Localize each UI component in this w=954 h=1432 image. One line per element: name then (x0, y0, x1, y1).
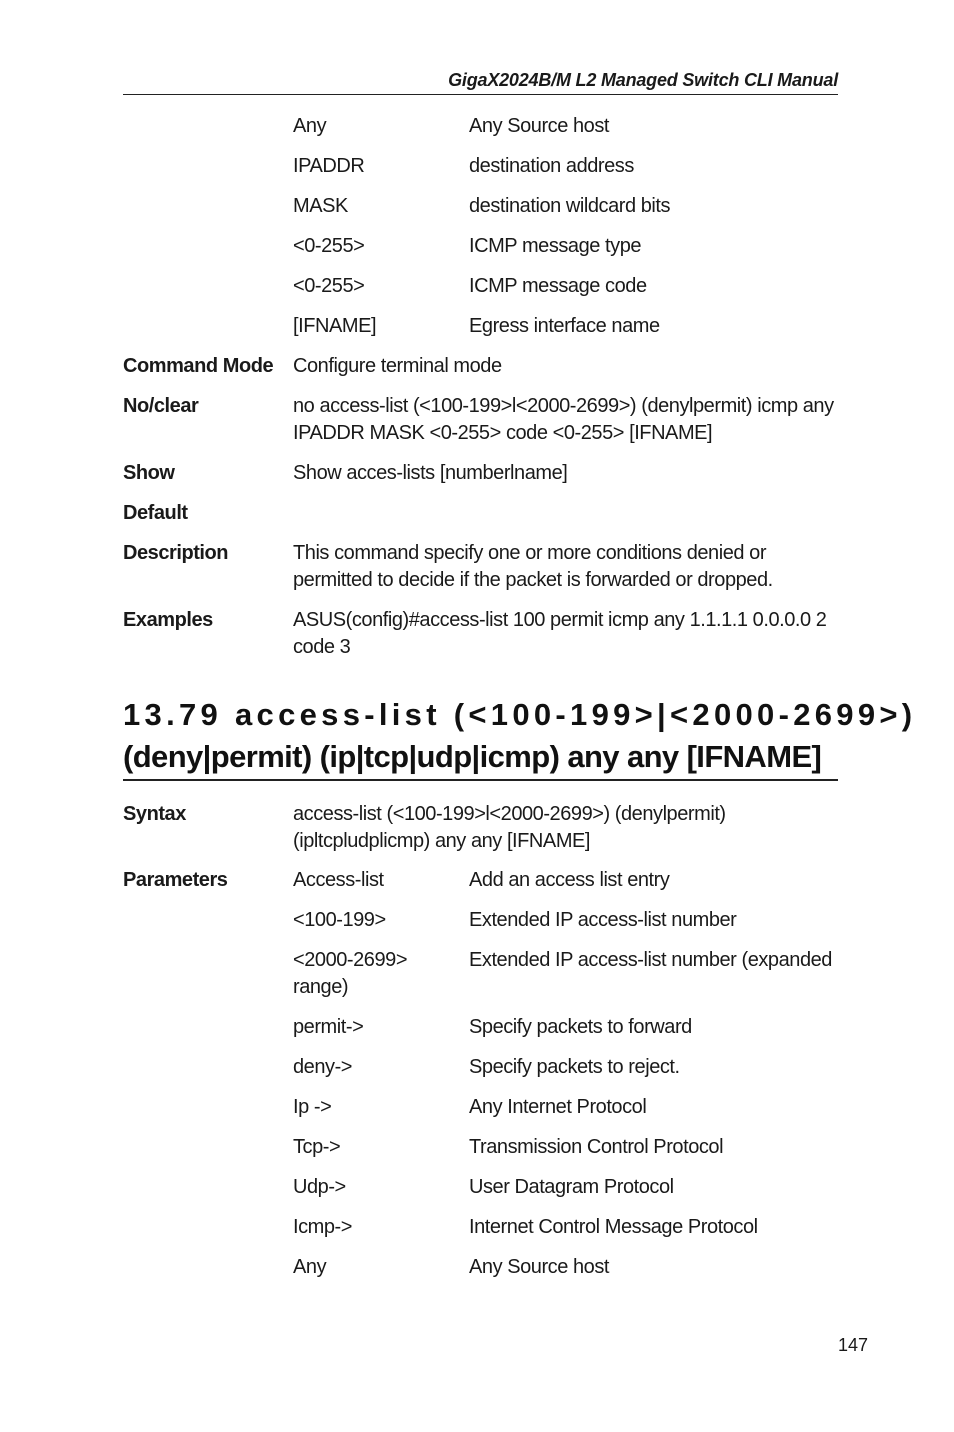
param-name: Access-list (293, 869, 384, 891)
param-desc: Extended IP access-list number (expanded (469, 949, 832, 971)
syntax-line1: access-list (<100-199>l<2000-2699>) (denylpermit) (293, 803, 726, 825)
param-name: <100-199> (293, 909, 386, 931)
noclear-label: No/clear (123, 395, 199, 417)
param-name: Any (293, 115, 327, 137)
param-name: Any (293, 1256, 327, 1278)
show-value: Show acces-lists [numberlname] (293, 462, 568, 484)
param-desc: Extended IP access-list number (469, 909, 737, 931)
param-name: MASK (293, 195, 348, 217)
param-name: [IFNAME] (293, 315, 377, 337)
description-line2: permitted to decide if the packet is forwarded or dropped. (293, 569, 773, 591)
param-name: deny-> (293, 1056, 353, 1078)
examples-line2: code 3 (293, 636, 351, 658)
param-desc: destination wildcard bits (469, 195, 671, 217)
section-heading-line1: 13.79 access-list (<100-199>|<2000-2699>) (123, 697, 917, 732)
section-heading (123, 694, 917, 778)
description-line1: This command specify one or more conditions denied or (293, 542, 767, 564)
param-name: Ip -> (293, 1096, 332, 1118)
param-desc: Add an access list entry (469, 869, 670, 891)
running-header: GigaX2024B/M L2 Managed Switch CLI Manual (448, 70, 838, 90)
param-desc: destination address (469, 155, 634, 177)
param-desc: ICMP message type (469, 235, 642, 257)
param-name: permit-> (293, 1016, 364, 1038)
param-name: IPADDR (293, 155, 365, 177)
examples-label: Examples (123, 609, 213, 631)
show-label: Show (123, 462, 175, 484)
header-rule (123, 94, 838, 95)
param-desc: Any Source host (469, 115, 609, 137)
param-desc: Transmission Control Protocol (469, 1136, 724, 1158)
param-name: <0-255> (293, 275, 365, 297)
page-number: 147 (837, 1335, 868, 1355)
param-desc: User Datagram Protocol (469, 1176, 674, 1198)
param-desc: ICMP message code (469, 275, 647, 297)
section-rule (123, 779, 838, 781)
default-label: Default (123, 502, 188, 524)
param-name: Udp-> (293, 1176, 346, 1198)
syntax-label: Syntax (123, 803, 186, 825)
param-name: <2000-2699> (293, 949, 408, 971)
param-name: Tcp-> (293, 1136, 341, 1158)
command-mode-value: Configure terminal mode (293, 355, 502, 377)
syntax-line2: (ipltcpludplicmp) any any [IFNAME] (293, 830, 591, 852)
parameters-label: Parameters (123, 869, 228, 891)
param-desc: Any Internet Protocol (469, 1096, 647, 1118)
noclear-line1: no access-list (<100-199>l<2000-2699>) (denylpermit) icmp any (293, 395, 834, 417)
param-desc: Specify packets to reject. (469, 1056, 680, 1078)
section-heading-line2: (deny|permit) (ip|tcp|udp|icmp) any any [IFNAME] (123, 739, 822, 774)
description-label: Description (123, 542, 229, 564)
param-desc: Specify packets to forward (469, 1016, 692, 1038)
param-name: Icmp-> (293, 1216, 352, 1238)
examples-line1: ASUS(config)#access-list 100 permit icmp any 1.1.1.1 0.0.0.0 2 (293, 609, 827, 631)
param-desc: Egress interface name (469, 315, 660, 337)
noclear-line2: IPADDR MASK <0-255> code <0-255> [IFNAME] (293, 422, 713, 444)
param-desc: Any Source host (469, 1256, 609, 1278)
param-desc-continuation: range) (293, 976, 349, 998)
param-name: <0-255> (293, 235, 365, 257)
param-desc: Internet Control Message Protocol (469, 1216, 758, 1238)
command-mode-label: Command Mode (123, 355, 274, 377)
